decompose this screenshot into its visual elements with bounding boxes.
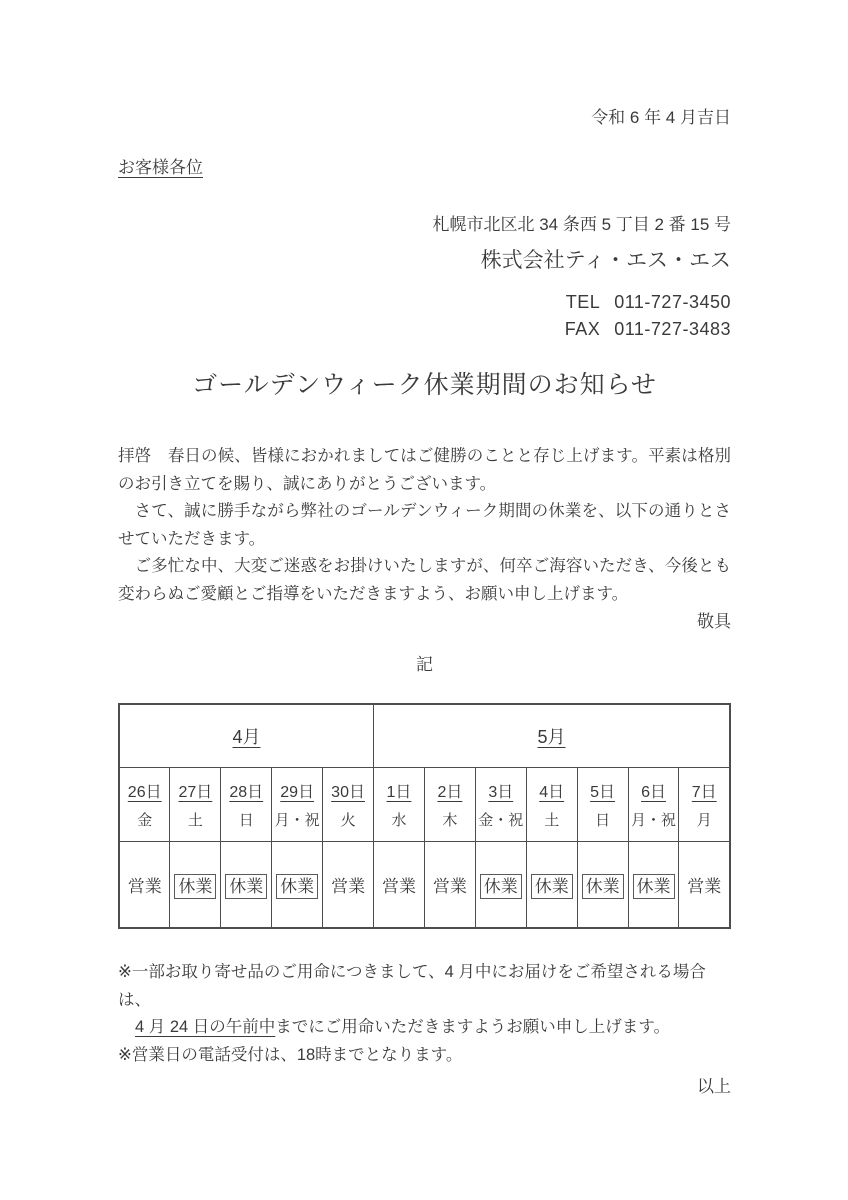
weekday-label: 土 (544, 811, 560, 829)
letter-content (118, 0, 731, 1099)
recipient: お客様各位 (118, 158, 203, 177)
status-label: 営業 (432, 876, 467, 896)
status-label: 休業 (174, 874, 216, 899)
weekday-label: 月・祝 (274, 811, 320, 829)
status-cell (119, 841, 170, 928)
deadline-underlined: 4 月 24 日の午前中 (135, 1018, 276, 1036)
end-marker: 以上 (697, 1077, 731, 1096)
month-header-april (119, 704, 374, 767)
status-cell (272, 841, 323, 928)
note-delivery-rest: までにご用命いただきますようお願い申し上げます。 (275, 1018, 670, 1036)
date-label: 6日 (641, 783, 666, 801)
status-label: 休業 (582, 874, 624, 899)
weekday-label: 土 (187, 811, 203, 829)
ki-marker: 記 (416, 655, 433, 674)
footer-notes (118, 959, 731, 1069)
status-label: 休業 (276, 874, 318, 899)
date-cell (628, 767, 679, 841)
tel-number: 011-727-3450 (614, 292, 731, 312)
fax-number: 011-727-3483 (614, 319, 731, 339)
date-label: 30日 (331, 783, 365, 801)
date-cell (323, 767, 374, 841)
date-label: 27日 (178, 783, 213, 801)
date-cell (221, 767, 272, 841)
sender-tel (118, 289, 731, 316)
status-cell (679, 841, 730, 928)
page-title: ゴールデンウィーク休業期間のお知らせ (192, 371, 657, 399)
status-label: 営業 (331, 876, 366, 896)
status-cell (323, 841, 374, 928)
date-label: 1日 (386, 783, 412, 801)
weekday-label: 日 (238, 811, 254, 829)
weekday-label: 木 (442, 811, 458, 829)
date-cell (526, 767, 577, 841)
month-header-may (374, 704, 730, 767)
weekday-label: 日 (595, 811, 611, 829)
date-cell (577, 767, 628, 841)
letter-body (118, 443, 731, 608)
status-label: 休業 (225, 874, 267, 899)
weekday-label: 月・祝 (631, 811, 677, 829)
status-label: 営業 (127, 876, 162, 896)
date-cell (424, 767, 475, 841)
sender-fax (118, 316, 731, 343)
date-cell (475, 767, 526, 841)
status-cell (170, 841, 221, 928)
month-header-row (119, 704, 730, 767)
body-paragraph-3: ご多忙な中、大変ご迷惑をお掛けいたしますが、何卒ご海容いただき、今後とも変わらぬご愛顧とご指導をいただきますよう、お願い申し上げます。 (118, 557, 731, 603)
date-label: 29日 (280, 783, 315, 801)
issue-date: 令和 6 年 4 月吉日 (591, 108, 731, 127)
recipient-line (118, 156, 731, 180)
status-cell (374, 841, 425, 928)
date-label: 28日 (229, 783, 264, 801)
status-label: 休業 (531, 874, 573, 899)
closing-keigu: 敬具 (697, 612, 731, 631)
weekday-label: 火 (340, 811, 356, 829)
status-cell (628, 841, 679, 928)
note-delivery-line1: ※一部お取り寄せ品のご用命につきまして、4 月中にお届けをご希望される場合は、 (118, 963, 706, 1009)
date-cell (170, 767, 221, 841)
date-cell (272, 767, 323, 841)
weekday-label: 金 (137, 811, 153, 829)
note-delivery (118, 959, 731, 1042)
status-label: 休業 (633, 874, 675, 899)
date-label: 4日 (539, 783, 565, 801)
date-label: 26日 (127, 783, 162, 801)
date-cell (374, 767, 425, 841)
status-cell (475, 841, 526, 928)
weekday-label: 月 (696, 811, 712, 829)
body-paragraph-1: 拝啓 春日の候、皆様におかれましてはご健勝のことと存じ上げます。平素は格別のお引き立てを賜り、誠にありがとうございます。 (118, 447, 731, 493)
month-label-april: 4月 (232, 726, 261, 747)
status-label: 営業 (687, 876, 722, 896)
date-cell (119, 767, 170, 841)
body-paragraph-2: さて、誠に勝手ながら弊社のゴールデンウィーク期間の休業を、以下の通りとさせていただきます。 (118, 502, 731, 548)
holiday-schedule-table (118, 703, 731, 929)
status-cell (577, 841, 628, 928)
month-label-may: 5月 (537, 726, 566, 747)
note-phone-hours: ※営業日の電話受付は、18時までとなります。 (118, 1045, 463, 1064)
status-label: 休業 (480, 874, 522, 899)
date-label: 2日 (437, 783, 463, 801)
tel-label: TEL (565, 292, 601, 312)
date-row (119, 767, 730, 841)
date-label: 7日 (691, 783, 717, 801)
status-cell (221, 841, 272, 928)
sender-contact (118, 289, 731, 343)
status-cell (526, 841, 577, 928)
sender-address: 札幌市北区北 34 条西 5 丁目 2 番 15 号 (432, 215, 731, 234)
sender-company: 株式会社ティ・エス・エス (480, 249, 731, 272)
date-label: 3日 (488, 783, 514, 801)
fax-label: FAX (564, 319, 601, 339)
status-label: 営業 (381, 876, 416, 896)
date-label: 5日 (590, 783, 616, 801)
weekday-label: 水 (391, 811, 407, 829)
date-cell (679, 767, 730, 841)
status-cell (424, 841, 475, 928)
status-row (119, 841, 730, 928)
weekday-label: 金・祝 (478, 811, 524, 829)
